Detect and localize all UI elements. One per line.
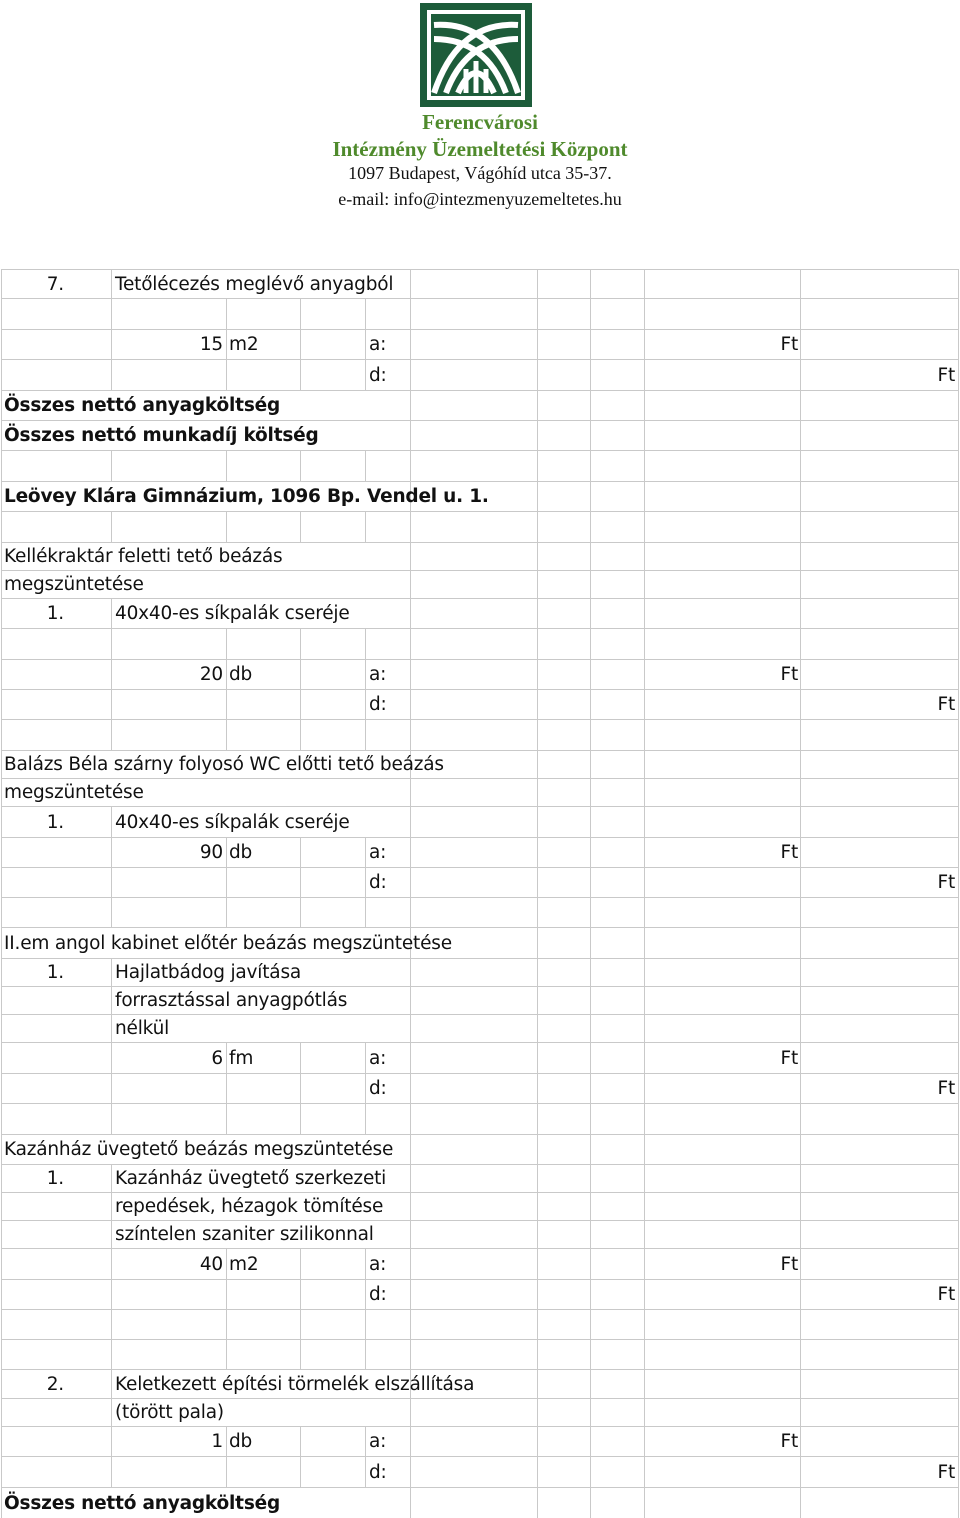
cell-full: Összes nettó anyagköltség — [4, 395, 281, 416]
cell-desc: repedések, hézagok tömítése — [115, 1196, 384, 1217]
cell-desc: 40x40-es síkpalák cseréje — [115, 811, 350, 833]
cell-qty: 20 — [199, 664, 223, 685]
cell-d: d: — [369, 1284, 387, 1305]
cell-num: 2. — [46, 1373, 64, 1395]
cell-full: II.em angol kabinet előtér beázás megszüntetése — [4, 932, 452, 954]
cell-desc: Tetőlécezés meglévő anyagból — [115, 273, 394, 295]
cell-ft1: Ft — [780, 334, 798, 355]
cell-full: megszüntetése — [4, 782, 144, 803]
org-address: 1097 Budapest, Vágóhíd utca 35-37. — [348, 163, 612, 183]
cell-desc: színtelen szaniter szilikonnal — [115, 1224, 374, 1245]
cell-qty: 1 — [211, 1431, 223, 1452]
cell-ft2: Ft — [937, 1284, 955, 1305]
cell-d: d: — [369, 1078, 387, 1099]
cell-desc: Hajlatbádog javítása — [115, 962, 302, 983]
cell-d: d: — [369, 694, 387, 715]
cell-qty: 15 — [199, 334, 223, 355]
cell-ft2: Ft — [937, 364, 955, 386]
cell-ft2: Ft — [937, 694, 955, 715]
cell-desc: nélkül — [115, 1018, 170, 1039]
cell-a: a: — [369, 664, 387, 685]
cell-desc: Kazánház üvegtető szerkezeti — [115, 1168, 387, 1189]
cell-a: a: — [369, 334, 387, 355]
cell-d: d: — [369, 364, 387, 386]
cell-desc: Keletkezett építési törmelék elszállítása — [115, 1373, 475, 1395]
cell-full: megszüntetése — [4, 574, 144, 595]
cell-a: a: — [369, 1047, 387, 1069]
cell-ft2: Ft — [937, 872, 955, 893]
cell-ft1: Ft — [780, 1431, 798, 1452]
cell-num: 7. — [46, 273, 64, 295]
cell-qty: 6 — [211, 1047, 223, 1069]
cell-unit: m2 — [229, 334, 259, 355]
org-name-line1: Ferencvárosi — [422, 110, 538, 134]
cell-ft2: Ft — [937, 1078, 955, 1099]
cell-desc: 40x40-es síkpalák cseréje — [115, 603, 350, 624]
cell-unit: m2 — [229, 1253, 259, 1275]
cell-full: Balázs Béla szárny folyosó WC előtti tető beázás — [4, 754, 444, 775]
cell-full: Leövey Klára Gimnázium, 1096 Bp. Vendel u. 1. — [4, 486, 489, 507]
cell-qty: 40 — [199, 1253, 223, 1275]
cell-ft1: Ft — [780, 1047, 798, 1069]
cell-num: 1. — [46, 1168, 64, 1189]
cell-ft1: Ft — [780, 842, 798, 863]
cell-full: Kellékraktár feletti tető beázás — [4, 546, 283, 567]
cell-ft1: Ft — [780, 1253, 798, 1275]
cell-unit: db — [229, 842, 253, 863]
org-email: e-mail: info@intezmenyuzemeltetes.hu — [338, 189, 622, 209]
cell-desc: forrasztással anyagpótlás — [115, 990, 348, 1011]
cell-a: a: — [369, 1253, 387, 1275]
cell-desc: (törött pala) — [115, 1402, 224, 1423]
cell-d: d: — [369, 1461, 387, 1483]
cell-full: Összes nettó anyagköltség — [4, 1492, 281, 1514]
org-name-line2: Intézmény Üzemeltetési Központ — [332, 137, 628, 161]
cell-ft2: Ft — [937, 1461, 955, 1483]
cell-unit: fm — [229, 1047, 254, 1069]
cell-d: d: — [369, 872, 387, 893]
cell-num: 1. — [46, 603, 64, 624]
cell-unit: db — [229, 664, 253, 685]
cell-qty: 90 — [199, 842, 223, 863]
cell-full: Kazánház üvegtető beázás megszüntetése — [4, 1139, 394, 1160]
cell-num: 1. — [46, 962, 64, 983]
cell-a: a: — [369, 842, 387, 863]
cell-ft1: Ft — [780, 664, 798, 685]
cell-unit: db — [229, 1431, 253, 1452]
cell-a: a: — [369, 1431, 387, 1452]
cell-num: 1. — [46, 811, 64, 833]
cell-full: Összes nettó munkadíj költség — [4, 425, 319, 446]
